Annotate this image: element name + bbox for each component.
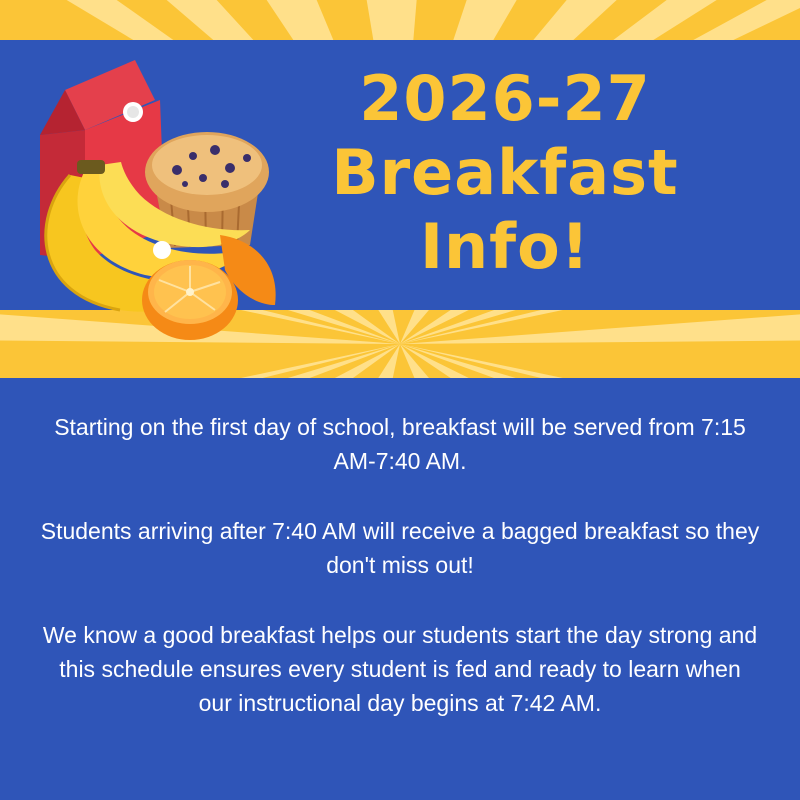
paragraph-bagged-breakfast: Students arriving after 7:40 AM will receive a bagged breakfast so they don't miss out! [40,518,760,578]
top-sunburst-banner [0,0,800,40]
page-title [300,62,710,284]
title-line-breakfast: Breakfast [331,136,679,209]
title-line-year: 2026-27 [359,62,651,135]
announcement-body [40,410,760,756]
breakfast-food-illustration [25,60,305,350]
paragraph-serving-times: Starting on the first day of school, breakfast will be served from 7:15 AM-7:40 AM. [54,414,746,474]
title-line-info: Info! [419,210,591,283]
paragraph-schedule-purpose: We know a good breakfast helps our students start the day strong and this schedule ensures every student is fed and ready to learn when our instructional day begins at 7:42 AM. [42,622,758,716]
